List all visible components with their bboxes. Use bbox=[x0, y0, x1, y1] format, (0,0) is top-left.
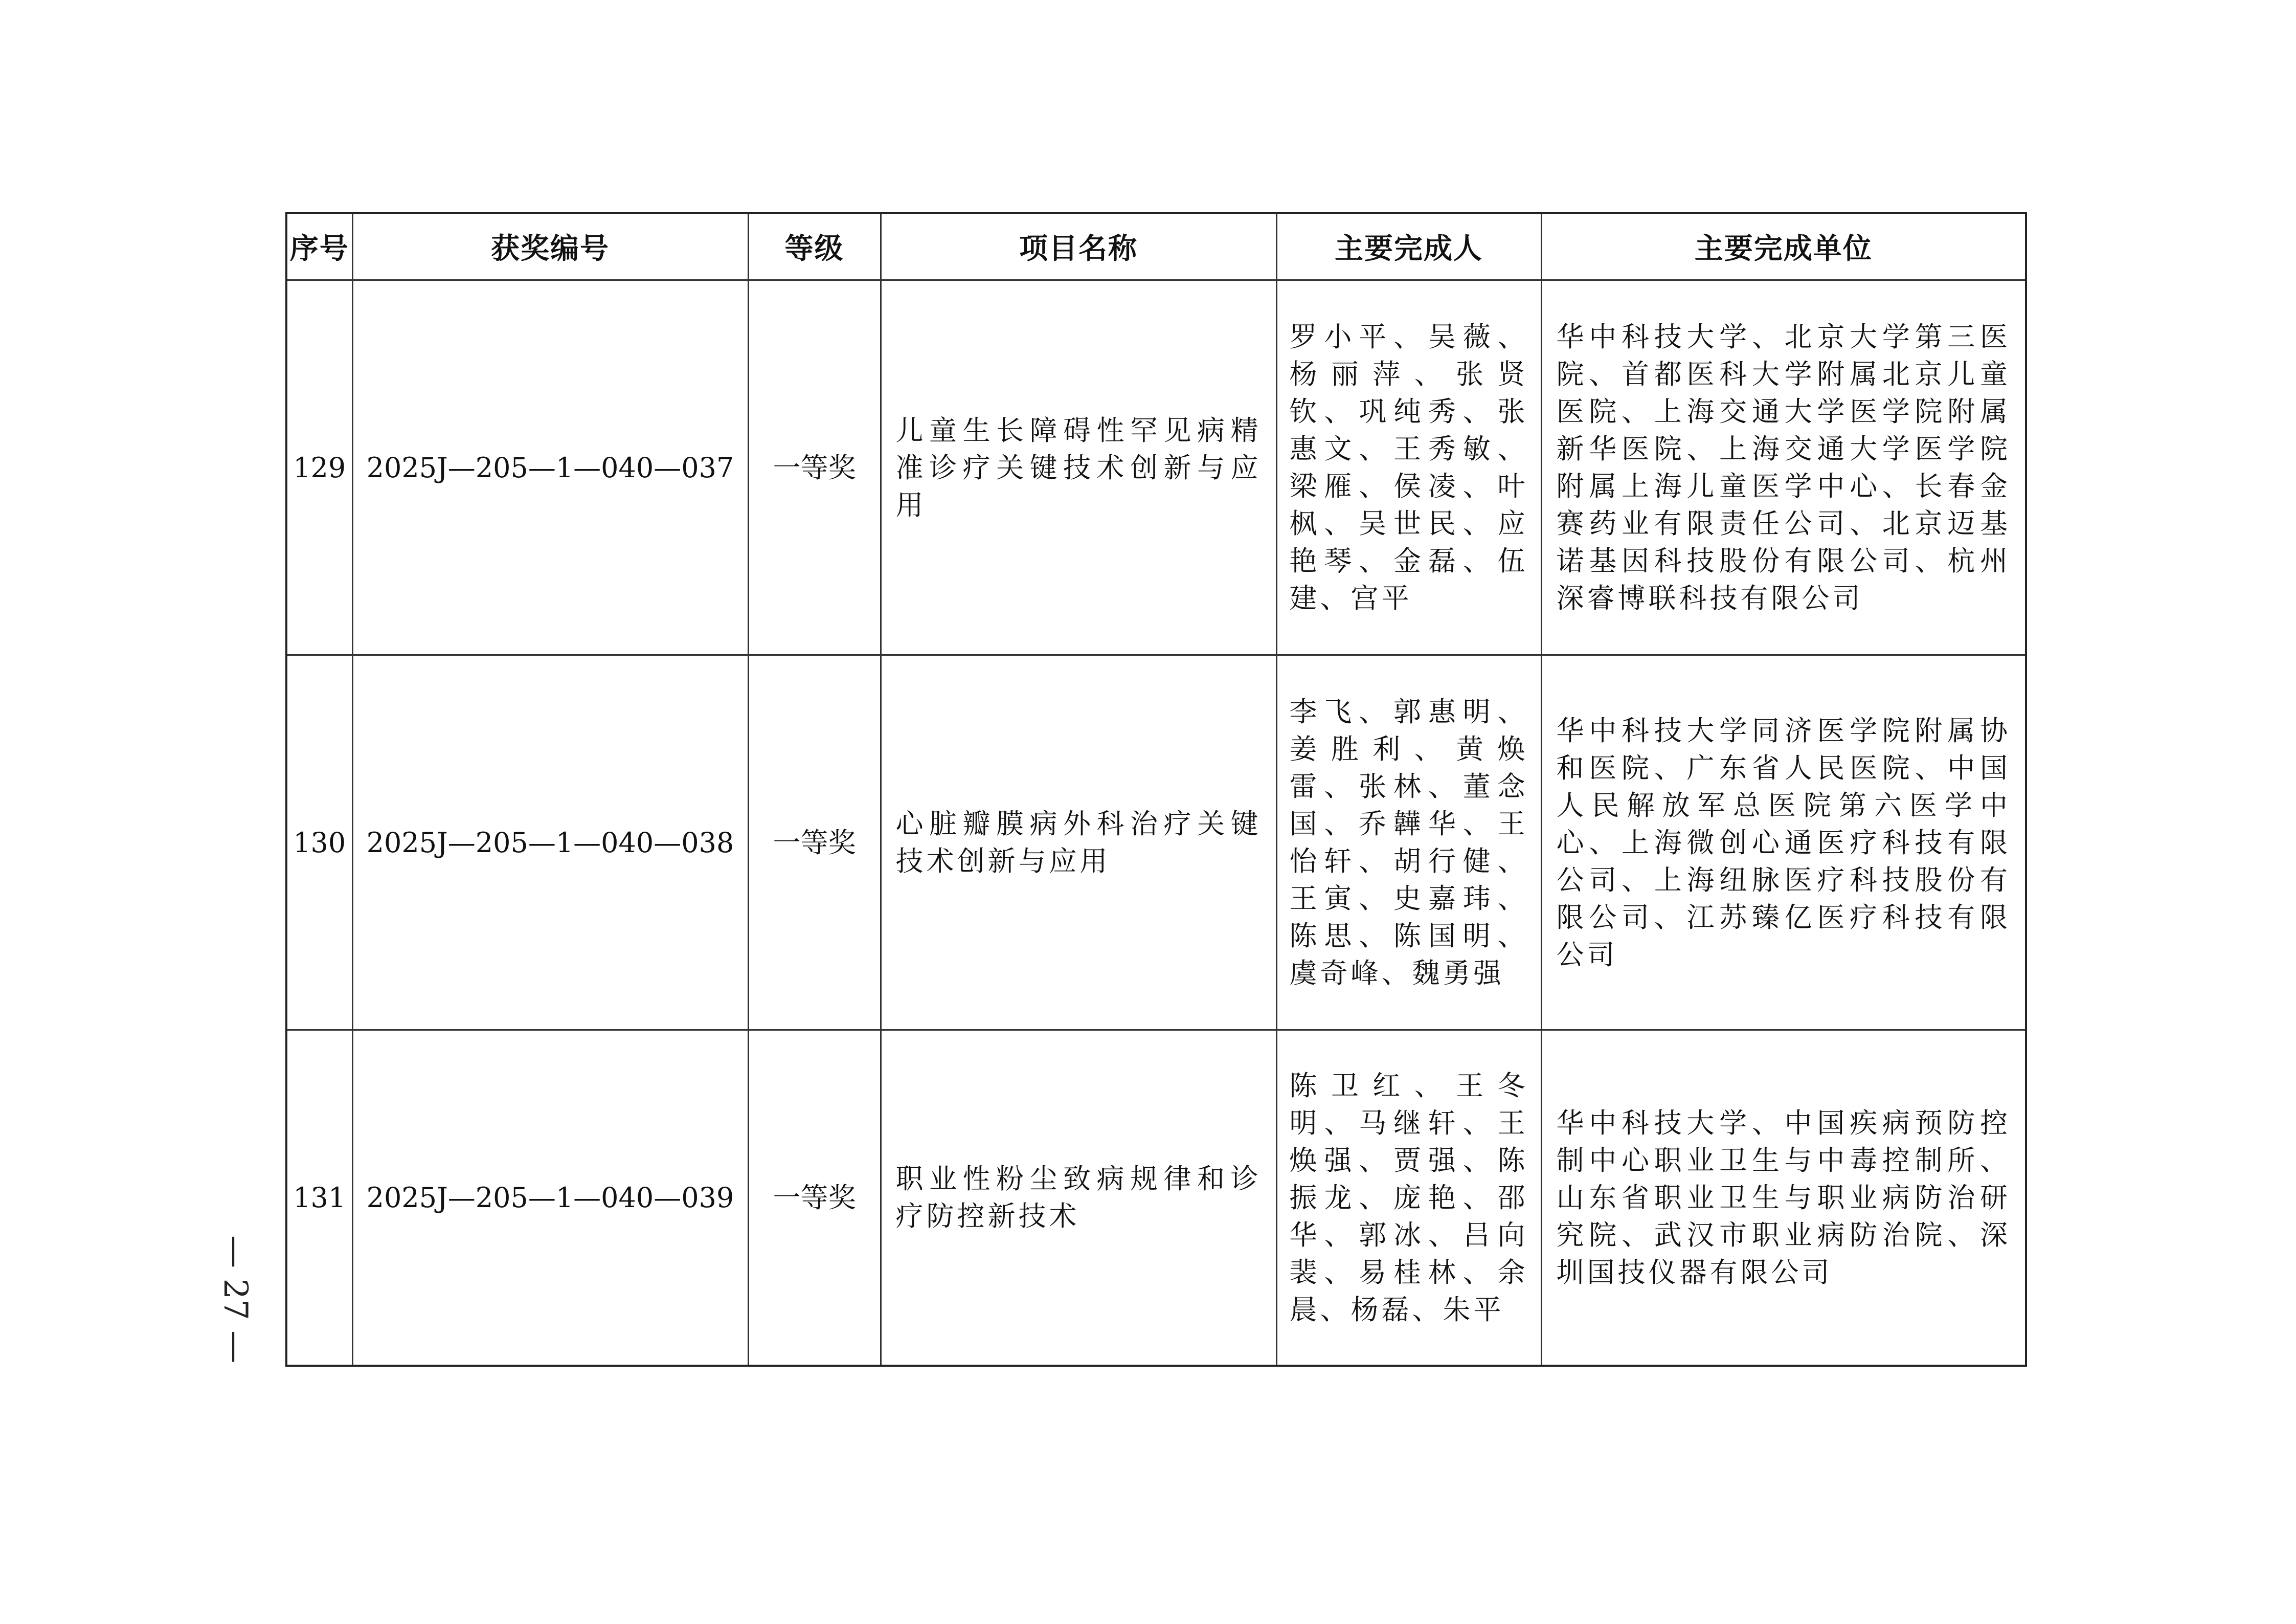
row-grade: 一等奖 bbox=[748, 655, 881, 1030]
header-grade: 等级 bbox=[748, 213, 881, 280]
awards-table bbox=[285, 212, 2027, 1367]
table-row bbox=[286, 280, 2026, 655]
header-main-units: 主要完成单位 bbox=[1541, 213, 2026, 280]
row-main-units: 华中科技大学、中国疾病预防控制中心职业卫生与中毒控制所、山东省职业卫生与职业病防治研究院、武汉市职业病防治院、深圳国技仪器有限公司 bbox=[1541, 1030, 2026, 1366]
table-row bbox=[286, 655, 2026, 1030]
row-award-code: 2025J—205—1—040—038 bbox=[352, 655, 748, 1030]
row-main-units: 华中科技大学同济医学院附属协和医院、广东省人民医院、中国人民解放军总医院第六医学中心、上海微创心通医疗科技有限公司、上海纽脉医疗科技股份有限公司、江苏臻亿医疗科技有限公司 bbox=[1541, 655, 2026, 1030]
row-project-name: 职业性粉尘致病规律和诊疗防控新技术 bbox=[881, 1030, 1276, 1366]
row-main-people: 陈卫红、王冬明、马继轩、王焕强、贾强、陈振龙、庞艳、邵华、郭冰、吕向裴、易桂林、余晨、杨磊、朱平 bbox=[1276, 1030, 1541, 1366]
row-project-name: 儿童生长障碍性罕见病精准诊疗关键技术创新与应用 bbox=[881, 280, 1276, 655]
row-main-units: 华中科技大学、北京大学第三医院、首都医科大学附属北京儿童医院、上海交通大学医学院附属新华医院、上海交通大学医学院附属上海儿童医学中心、长春金赛药业有限责任公司、北京迈基诺基因科技股份有限公司、杭州深睿博联科技有限公司 bbox=[1541, 280, 2026, 655]
row-seq: 130 bbox=[286, 655, 352, 1030]
table-row bbox=[286, 1030, 2026, 1366]
row-project-name: 心脏瓣膜病外科治疗关键技术创新与应用 bbox=[881, 655, 1276, 1030]
row-grade: 一等奖 bbox=[748, 1030, 881, 1366]
row-main-people: 罗小平、吴薇、杨丽萍、张贤钦、巩纯秀、张惠文、王秀敏、梁雁、侯凌、叶枫、吴世民、应艳琴、金磊、伍建、宫平 bbox=[1276, 280, 1541, 655]
page-number: — 27 — bbox=[216, 1235, 254, 1364]
row-award-code: 2025J—205—1—040—037 bbox=[352, 280, 748, 655]
header-project-name: 项目名称 bbox=[881, 213, 1276, 280]
row-grade: 一等奖 bbox=[748, 280, 881, 655]
header-award-code: 获奖编号 bbox=[352, 213, 748, 280]
header-seq: 序号 bbox=[286, 213, 352, 280]
row-seq: 129 bbox=[286, 280, 352, 655]
row-main-people: 李飞、郭惠明、姜胜利、黄焕雷、张林、董念国、乔韡华、王怡轩、胡行健、王寅、史嘉玮、陈思、陈国明、虞奇峰、魏勇强 bbox=[1276, 655, 1541, 1030]
header-main-people: 主要完成人 bbox=[1276, 213, 1541, 280]
row-seq: 131 bbox=[286, 1030, 352, 1366]
row-award-code: 2025J—205—1—040—039 bbox=[352, 1030, 748, 1366]
table-header-row bbox=[286, 213, 2026, 280]
